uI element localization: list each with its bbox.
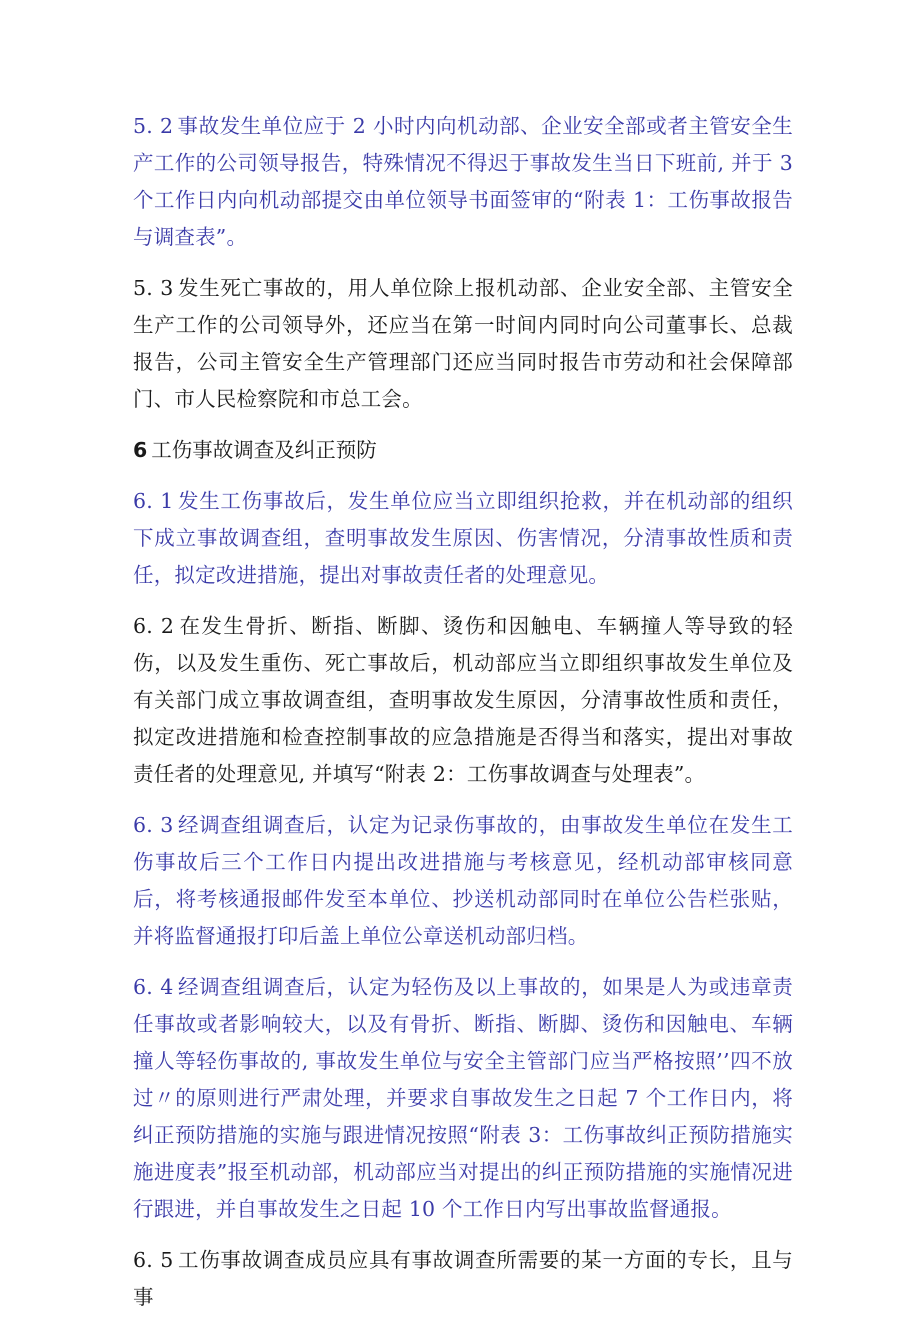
clause-number: 6. 5 xyxy=(133,1248,174,1272)
clause-number: 5. 3 xyxy=(133,276,174,300)
clause-text: 经调查组调查后，认定为轻伤及以上事故的，如果是人为或违章责任事故或者影响较大，以及有骨折、断指、断脚、烫伤和因触电、车辆撞人等轻伤事故的, 事故发生单位与安全主管部门应当严格按照’’四不放过〃的原则进行严肃处理，并要求自事故发生之日起 7 个工作日内，将纠正预防措施的实施与跟进情况按照“附表 3：工伤事故纠正预防措施实施进度表”报至机动部，机动部应当对提出的纠正预防措施的实施情况进行跟进，并自事故发生之日起 10 个工作日内写出事故监督通报。 xyxy=(133,975,793,1221)
clause-6-5 xyxy=(133,1242,793,1316)
clause-6-2 xyxy=(133,608,793,793)
clause-number: 6. 4 xyxy=(133,975,174,999)
clause-number: 6. 2 xyxy=(133,614,175,638)
clause-text: 经调查组调查后，认定为记录伤事故的，由事故发生单位在发生工伤事故后三个工作日内提出改进措施与考核意见，经机动部审核同意后，将考核通报邮件发至本单位、抄送机动部同时在单位公告栏张贴，并将监督通报打印后盖上单位公章送机动部归档。 xyxy=(133,813,793,948)
clause-6-1 xyxy=(133,483,793,594)
clause-text: 发生死亡事故的，用人单位除上报机动部、企业安全部、主管安全生产工作的公司领导外，还应当在第一时间内同时向公司董事长、总裁报告，公司主管安全生产管理部门还应当同时报告市劳动和社会保障部门、市人民检察院和市总工会。 xyxy=(133,276,793,411)
clause-text: 工伤事故调查成员应具有事故调查所需要的某一方面的专长，且与事 xyxy=(133,1248,793,1309)
section-number: 6 xyxy=(133,438,148,462)
section-title: 工伤事故调查及纠正预防 xyxy=(151,438,377,462)
clause-number: 6. 3 xyxy=(133,813,174,837)
clause-6-4 xyxy=(133,969,793,1228)
clause-number: 6. 1 xyxy=(133,489,174,513)
clause-text: 在发生骨折、断指、断脚、烫伤和因触电、车辆撞人等导致的轻伤，以及发生重伤、死亡事故后，机动部应当立即组织事故发生单位及有关部门成立事故调查组，查明事故发生原因，分清事故性质和责任，拟定改进措施和检查控制事故的应急措施是否得当和落实，提出对事故责任者的处理意见, 并填写“附表 2：工伤事故调查与处理表”。 xyxy=(133,614,793,786)
clause-6-3 xyxy=(133,807,793,955)
clause-5-3 xyxy=(133,270,793,418)
clause-text: 事故发生单位应于 2 小时内向机动部、企业安全部或者主管安全生产工作的公司领导报告，特殊情况不得迟于事故发生当日下班前, 并于 3 个工作日内向机动部提交由单位领导书面签审的“附表 1：工伤事故报告与调查表”。 xyxy=(133,114,793,249)
clause-text: 发生工伤事故后，发生单位应当立即组织抢救，并在机动部的组织下成立事故调查组，查明事故发生原因、伤害情况，分清事故性质和责任，拟定改进措施，提出对事故责任者的处理意见。 xyxy=(133,489,793,587)
clause-5-2 xyxy=(133,108,793,256)
document-page xyxy=(133,108,793,1330)
section-6-heading xyxy=(133,432,793,469)
clause-number: 5. 2 xyxy=(133,114,174,138)
